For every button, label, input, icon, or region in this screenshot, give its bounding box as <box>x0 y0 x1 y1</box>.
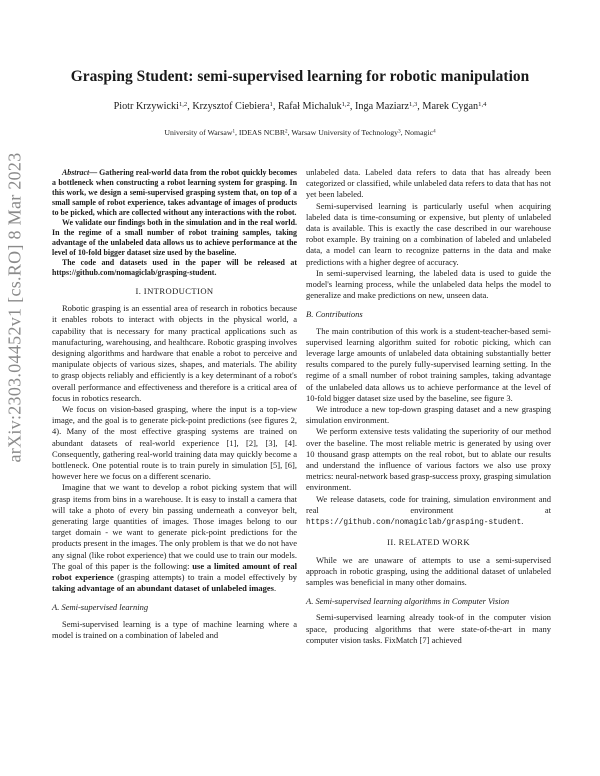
section-heading-introduction: I. INTRODUCTION <box>135 286 214 296</box>
paragraph <box>306 494 551 530</box>
author-name: Piotr Krzywicki <box>113 101 179 112</box>
affiliation-list <box>0 128 600 137</box>
abstract-dash: — <box>89 168 100 177</box>
abstract-text: Gathering real-world data from the robot quickly becomes a bottleneck when constructing a robot learning system for grasping. In this work, we design a semi-supervised grasping system that, on top of a small sample of robot experience, takes advantage of images of products to be picked, which are collected without any interactions with the robot. <box>52 168 297 217</box>
abstract-paragraph <box>52 168 297 218</box>
abstract-label: Abstract <box>62 168 90 177</box>
affiliation: University of Warsaw <box>164 128 233 137</box>
affiliation-mark: 2 <box>285 128 288 135</box>
author-name: Inga Maziarz <box>354 101 410 112</box>
subsection-heading: B. Contributions <box>306 309 363 320</box>
paragraph: Semi-supervised learning already took-of in the computer vision space, producing algorithms that were state-of-the-art in many computer vision tasks. FixMatch [7] achieved <box>306 612 551 645</box>
separator: , <box>349 101 355 112</box>
emphasis: taking advantage of an abundant dataset of unlabeled images <box>52 583 274 594</box>
separator: , <box>234 128 239 137</box>
affiliation: Nomagic <box>404 128 434 137</box>
paper-title: Grasping Student: semi-supervised learning for robotic manipulation <box>70 68 530 85</box>
separator: , <box>417 101 423 112</box>
paragraph: Semi-supervised learning is a type of machine learning where a model is trained on a combination of labeled and <box>52 618 297 640</box>
paragraph: While we are unaware of attempts to use a semi-supervised approach in robotic grasping, using the additional dataset of unlabeled samples was beneficial in many other domains. <box>306 554 551 587</box>
author-name: Marek Cygan <box>422 101 479 112</box>
text-run: (grasping attempts) to train a model effectively by <box>113 572 297 583</box>
separator: , <box>272 101 278 112</box>
subsection-heading: A. Semi-supervised learning algorithms in Computer Vision <box>306 596 510 607</box>
paragraph: unlabeled data. Labeled data refers to data that has already been categorized or classified, while unlabeled data refers to data that has not yet been labeled. <box>306 167 551 200</box>
paragraph: The main contribution of this work is a student-teacher-based semi-supervised learning algorithm suited for robotic picking, which can leverage large amounts of unlabeled data obtaining substantially better results compared to the purely fully-supervised learning setting. In the regime of a small number of robot training samples, taking advantage of the unlabeled data allows us to achieve performance at the level of 10-fold bigger dataset size used by the baseline, see figure 3. <box>306 325 551 403</box>
paragraph: We perform extensive tests validating the superiority of our method over the baseline. The most reliable metric is generated by using over 10 thousand grasp attempts on the real robot, but to ablate our results and understand the influence of various factors we also use proxy metrics: neural-network based grasp-success proxy, grasping simulation environment. <box>306 426 551 493</box>
abstract-paragraph: The code and datasets used in the paper will be released at https://github.com/nomagiclab/grasping-student. <box>52 258 297 277</box>
arxiv-identifier: arXiv:2303.04452v1 [cs.RO] 8 Mar 2023 <box>4 151 25 463</box>
separator: , <box>187 101 193 112</box>
text-run: Imagine that we want to develop a robot picking system that will grasp items from bins in a warehouse. It is easy to install a camera that will take a photo of every bin passing underneath a conveyor belt, generating large quantities of images. Those images belong to our target domain - we want to generate pick-point predictions for the products present in the images. The only problem is that we do not have any signal (like robot experience) that we could use to train our models. The goal of this paper is the following: <box>52 482 297 571</box>
right-column <box>306 167 551 646</box>
separator: , <box>400 128 405 137</box>
paragraph <box>52 482 297 594</box>
affiliation-mark: 3 <box>398 128 401 135</box>
paragraph: Semi-supervised learning is particularly useful when acquiring labeled data is time-consuming or expensive, but plenty of unlabeled data is available. This is exactly the case described in our warehouse robot example. By training on a combination of labeled and unlabeled data, a model can learn to recognize patterns in the data and make predictions with a higher degree of accuracy. <box>306 200 551 267</box>
author-list <box>0 101 600 112</box>
author-affiliation-mark: 1 <box>269 101 273 109</box>
affiliation-mark: 4 <box>433 128 436 135</box>
text-run: . <box>521 516 524 527</box>
section-heading-related-work: II. RELATED WORK <box>387 537 470 548</box>
abstract <box>52 168 297 278</box>
paragraph: We introduce a new top-down grasping dataset and a new grasping simulation environment. <box>306 404 551 426</box>
author-affiliation-mark: 1,4 <box>478 101 487 109</box>
text-run: We release datasets, code for training, simulation environment and real environment at <box>306 493 551 515</box>
left-column <box>52 168 297 641</box>
author-name: Krzysztof Ciebiera <box>192 101 270 112</box>
affiliation-mark: 1 <box>232 128 235 135</box>
emphasis: use a limited amount of real robot experience <box>52 560 297 583</box>
author-affiliation-mark: 1,3 <box>409 101 418 109</box>
separator: , <box>287 128 292 137</box>
abstract-paragraph: We validate our findings both in the simulation and in the real world. In the regime of a small number of robot training samples, taking advantage of the unlabeled data allows us to achieve performance at the level of 10-fold bigger dataset size used by the baseline. <box>52 218 297 257</box>
author-name: Rafał Michaluk <box>277 101 342 112</box>
paragraph: We focus on vision-based grasping, where the input is a top-view image, and the goal is to generate pick-point predictions (see figures 2, 4). Many of the most effective grasping systems are trained on abundant datasets of real-world experience [1], [2], [3], [4]. Consequently, gathering real-world training data may quickly become a bottleneck. One potential route is to train purely in simulation [5], [6], however here we focus on a different scenario. <box>52 404 297 482</box>
author-affiliation-mark: 1,2 <box>341 101 350 109</box>
subsection-heading: A. Semi-supervised learning <box>52 602 149 613</box>
affiliation: Warsaw University of Technology <box>291 128 399 137</box>
repository-link[interactable]: https://github.com/nomagiclab/grasping-student <box>306 519 522 528</box>
author-affiliation-mark: 1,2 <box>178 101 188 109</box>
affiliation: IDEAS NCBR <box>238 128 286 137</box>
paragraph: In semi-supervised learning, the labeled data is used to guide the model's learning process, while the unlabeled data helps the model to generalize and make predictions on new, unseen data. <box>306 267 551 301</box>
paragraph: Robotic grasping is an essential area of research in robotics because it enables robots to interact with objects in the physical world, a capability that is necessary for many practical applications such as manufacturing, warehousing, and healthcare. Robotic grasping involves designing algorithms and hardware that enable a robot to perceive and manipulate objects of various sizes, shapes, and materials. The ability to grasp objects reliably and efficiently is a key determinant of a robot's overall performance and effectiveness and therefore is a critical area of focus in robotics research. <box>52 303 297 403</box>
text-run: . <box>273 583 277 594</box>
